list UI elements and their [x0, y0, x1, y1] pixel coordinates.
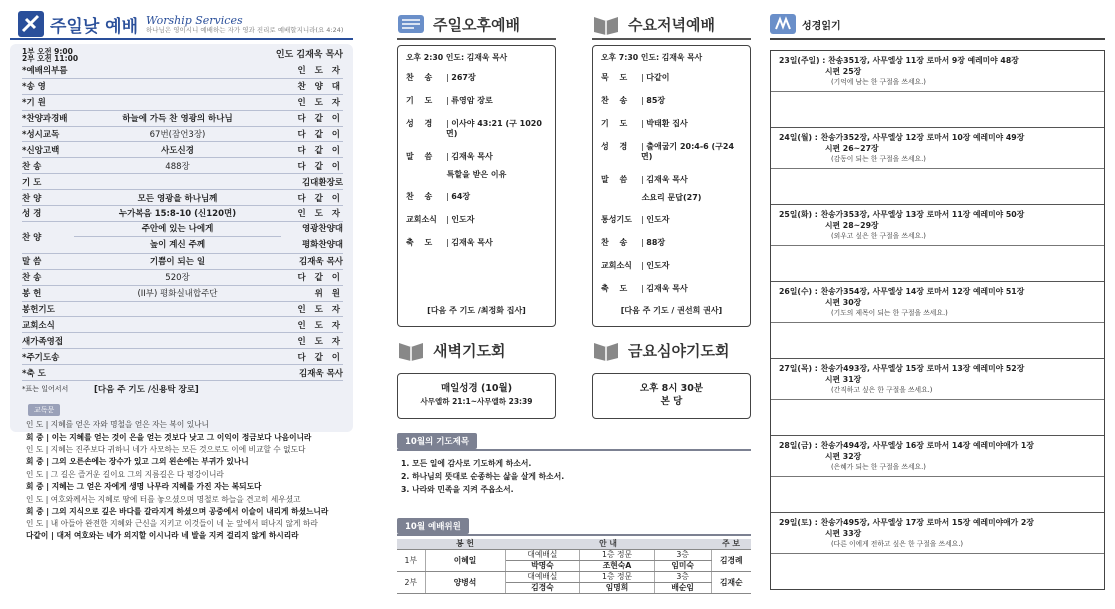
bible-line1: 27일(목) : 찬송가493장, 사무엘상 15장 로마서 13장 예레미야 52장 [779, 364, 1025, 373]
bible-day [771, 359, 1104, 436]
reading-line: 인 도 | 내 아들아 완전한 지혜와 근신을 지키고 이것들이 네 눈 앞에서 떠나지 않게 하라 [26, 519, 318, 529]
order-person: 김대환장로 [301, 177, 343, 188]
bible-line2: 시편 31장 [825, 375, 862, 384]
morning-title: 주일낮 예배 [50, 16, 139, 37]
responsive-reading [22, 419, 343, 542]
service-item: 교회소식 [406, 215, 437, 224]
service-value: 267장 [451, 73, 476, 82]
bible-note: (외우고 싶은 한 구절을 쓰세요.) [831, 232, 926, 240]
service-detail: | 인도자 [641, 261, 670, 270]
choir-song: 높이 계신 주께 [149, 240, 206, 251]
service-detail: | 64장 [446, 192, 471, 201]
service-item: 성 경 [601, 142, 632, 151]
service-item: 찬 송 [601, 238, 632, 247]
reading-line: 인 도 | 여호와께서는 지혜로 땅에 터를 놓으셨으며 명철로 하늘을 견고히 세우셨고 [26, 495, 301, 505]
service-detail: | 김재욱 목사 [641, 175, 688, 184]
bible-day-text [771, 513, 1104, 553]
servers-title-bar [397, 514, 751, 536]
service-row [601, 215, 742, 225]
order-person: 인 도 자 [297, 305, 343, 316]
reading-text: 그의 지식으로 깊은 바다를 갈라지게 하셨으며 공중에서 이슬이 내리게 하셨느니라 [51, 507, 329, 517]
servers-title: 10월 예배위원 [397, 518, 469, 534]
bible-day-text [771, 128, 1104, 168]
service-item: 묵 도 [601, 73, 632, 82]
book-icon [397, 13, 425, 35]
service-item: 찬 송 [601, 96, 632, 105]
service-detail: | 이사야 43:21 (구 1020면) [446, 119, 542, 138]
service-detail: | 김재욱 목사 [446, 238, 493, 247]
order-item: *예배의부름 [22, 66, 68, 77]
bible-header [770, 10, 1105, 40]
service-item: 기 도 [406, 96, 437, 105]
service-item: 축 도 [601, 284, 632, 293]
friday-line1: 오후 8시 30분 [639, 383, 704, 394]
bible-line1: 23일(주일) : 찬송351장, 사무엘상 11장 로마서 9장 예레미야 48장 [779, 56, 1019, 65]
cross-logo-icon [18, 11, 44, 37]
prayer-list [397, 457, 751, 496]
reading-line: 회 중 | 지혜는 그 얻은 자에게 생명 나무라 지혜를 가진 자는 복되도다 [26, 482, 262, 492]
reading-text: 내 아들아 완전한 지혜와 근신을 지키고 이것들이 네 눈 앞에서 떠나지 않게 하라 [50, 519, 318, 529]
servers-guide-name: 배순임 [654, 583, 711, 594]
reading-speaker: 다같이 [26, 531, 49, 541]
bible-day [771, 513, 1104, 589]
bible-write-space[interactable] [771, 91, 1104, 127]
service-detail: | 267장 [446, 73, 476, 82]
service-value: 인도자 [451, 215, 475, 224]
order-item: 교회소식 [22, 320, 55, 331]
servers-bulletin: 김경례 [711, 550, 751, 572]
order-person: 김재욱 목사 [298, 368, 343, 379]
reading-speaker: 인 도 [26, 495, 44, 505]
order-person: 다 같 이 [297, 193, 343, 204]
bible-line1: 25일(화) : 찬송가353장, 사무엘상 13장 로마서 11장 예레미야 50장 [779, 210, 1025, 219]
order-item: 성 경 [22, 209, 42, 220]
order-person: 인 도 자 [297, 66, 343, 77]
bible-line1: 26일(수) : 찬송가354장, 사무엘상 14장 로마서 12장 예레미야 51장 [779, 287, 1025, 296]
reading-speaker: 회 중 [26, 456, 44, 466]
reading-text: 대저 여호와는 네가 의지할 이시니라 네 발을 지켜 걸리지 않게 하시리라 [56, 531, 299, 541]
bible-day-text [771, 205, 1104, 245]
bible-note: (기억에 남는 한 구절을 쓰세요.) [831, 78, 926, 86]
order-item: 찬 송 [22, 161, 42, 172]
order-item: *성시교독 [22, 130, 60, 140]
servers-bulletin: 김재순 [711, 572, 751, 594]
bible-reading-panel [770, 10, 1105, 601]
dawn-header [397, 335, 556, 365]
order-item: 봉헌기도 [22, 305, 55, 316]
service-item: 교회소식 [601, 261, 632, 270]
bible-line1: 28일(금) : 찬송가494장, 사무엘상 16장 로마서 14장 예레미야애가 1장 [779, 441, 1034, 450]
order-row [22, 286, 343, 302]
service-value: 김재욱 목사 [646, 284, 688, 293]
order-row [22, 142, 343, 158]
reading-text: 지혜를 얻은 자와 명철을 얻은 자는 복이 있나니 [50, 419, 209, 429]
service-detail: | 인도자 [641, 215, 670, 224]
order-person: 인 도 자 [297, 98, 343, 109]
servers-header-offer: 봉 헌 [425, 539, 505, 550]
afternoon-sermon: 특할을 받은 이유 [446, 170, 507, 179]
service-value: 김재욱 목사 [451, 152, 493, 161]
reading-text: 지혜는 진주보다 귀하니 네가 사모하는 모든 것으로도 이에 비교할 수 없도다 [50, 444, 306, 454]
order-person: 다 같 이 [297, 130, 343, 140]
order-note-row [22, 381, 343, 397]
service-value: 64장 [451, 192, 471, 201]
order-item: 찬 양 [22, 193, 42, 204]
servers-offering: 이혜일 [425, 550, 505, 572]
time-second: 2부 오전 11:00 [22, 54, 79, 63]
order-content: 누가복음 15:8-10 (신120면) [118, 209, 237, 220]
reading-line: 인 도 | 지혜는 진주보다 귀하니 네가 사모하는 모든 것으로도 이에 비교할 수 없도다 [26, 444, 306, 454]
dawn-line2: 사무엘하 21:1~사무엘하 23:39 [420, 397, 533, 406]
servers-part: 2부 [397, 572, 425, 594]
service-item: 찬 송 [406, 192, 437, 201]
praying-hands-icon [770, 14, 796, 34]
reading-speaker: 회 중 [26, 432, 44, 442]
order-row [22, 79, 343, 95]
order-content: 하늘에 가득 찬 영광의 하나님 [122, 114, 233, 125]
reading-speaker: 인 도 [26, 419, 44, 429]
order-row [22, 158, 343, 174]
order-person: 위 원 [314, 289, 343, 300]
order-row [22, 174, 343, 190]
friday-header [592, 335, 751, 365]
servers-header-bulletin: 주 보 [711, 539, 751, 550]
order-row [22, 302, 343, 318]
service-item: 찬 송 [406, 73, 437, 82]
bible-write-space[interactable] [771, 476, 1104, 512]
order-person: 인 도 자 [297, 336, 343, 347]
servers-offering: 양병석 [425, 572, 505, 594]
choir-song: 주안에 있는 나에게 [74, 221, 281, 237]
afternoon-order-card [397, 45, 556, 327]
order-person: 김재욱 목사 [298, 257, 343, 268]
afternoon-time: 오후 2:30 인도: 김재욱 목사 [406, 53, 508, 62]
bible-write-space[interactable] [771, 322, 1104, 358]
order-item: 새가족영접 [22, 336, 64, 347]
afternoon-header [397, 10, 556, 40]
afternoon-next-prayer: [다음 주 기도 /최정화 집사] [427, 306, 526, 315]
servers-guide-name: 임명희 [580, 583, 655, 594]
service-row [406, 119, 547, 139]
morning-service-panel [10, 10, 353, 601]
service-item: 축 도 [406, 238, 437, 247]
bible-line2: 시편 32장 [825, 452, 862, 461]
bible-line2: 시편 26~27장 [825, 144, 879, 153]
service-row [601, 284, 742, 294]
service-leader: 인도 김재욱 목사 [275, 49, 343, 60]
reading-line: 회 중 | 그의 오른손에는 장수가 있고 그의 왼손에는 부귀가 있나니 [26, 456, 249, 466]
service-row [406, 192, 547, 202]
reading-line: 인 도 | 지혜를 얻은 자와 명철을 얻은 자는 복이 있나니 [26, 419, 209, 429]
bible-day-text [771, 436, 1104, 476]
choir-name: 영광찬양대 [301, 224, 343, 235]
bible-day [771, 51, 1104, 128]
service-value: 88장 [646, 238, 666, 247]
order-row [22, 349, 343, 365]
service-item: 말 씀 [601, 175, 632, 184]
reading-text: 여호와께서는 지혜로 땅에 터를 놓으셨으며 명철로 하늘을 견고히 세우셨고 [50, 495, 301, 505]
service-detail: | 류영암 장로 [446, 96, 493, 105]
service-detail: | 출애굽기 20:4-6 (구24면) [641, 142, 735, 161]
order-item: 기 도 [22, 177, 42, 188]
servers-guide-name: 김경숙 [505, 583, 580, 594]
service-times [22, 47, 343, 63]
service-value: 류영암 장로 [451, 96, 493, 105]
reading-speaker: 회 중 [26, 482, 44, 492]
reading-text: 지혜는 그 얻은 자에게 생명 나무라 지혜를 가진 자는 복되도다 [51, 482, 262, 492]
reading-text: 그의 오른손에는 장수가 있고 그의 왼손에는 부귀가 있나니 [51, 456, 249, 466]
order-person: 인 도 자 [297, 209, 343, 220]
bible-icon [592, 339, 620, 361]
bible-schedule [770, 50, 1105, 590]
prayer-title-bar [397, 429, 751, 451]
wednesday-sermon: 소요리 문답(27) [641, 193, 702, 202]
dawn-box [397, 373, 556, 419]
standing-note: *표는 일어서서 [22, 384, 69, 393]
bible-icon [397, 339, 425, 361]
service-detail: | 김재욱 목사 [446, 152, 493, 161]
order-item: 봉 헌 [22, 289, 42, 300]
servers-guide-name: 조현숙A [580, 561, 655, 572]
reading-speaker: 인 도 [26, 519, 44, 529]
service-row [601, 261, 742, 271]
bible-line1: 24일(월) : 찬송가352장, 사무엘상 12장 로마서 10장 예레미야 49장 [779, 133, 1025, 142]
order-person: 다 같 이 [297, 352, 343, 363]
service-value: 이사야 43:21 (구 1020면) [446, 119, 542, 138]
prayer-item: 2. 하나님의 뜻대로 순종하는 삶을 살게 하소서. [401, 472, 565, 481]
friday-box [592, 373, 751, 419]
wednesday-order-card [592, 45, 751, 327]
servers-guide-name: 임미숙 [654, 561, 711, 572]
wednesday-time: 오후 7:30 인도: 김재욱 목사 [601, 53, 703, 62]
servers-header-part [397, 539, 425, 550]
wednesday-title: 수요저녁예배 [628, 15, 715, 34]
bible-write-space[interactable] [771, 245, 1104, 281]
bible-day-text [771, 51, 1104, 91]
bible-day-text [771, 359, 1104, 399]
choir-name: 평화찬양대 [301, 240, 343, 251]
order-content: 520장 [165, 273, 190, 284]
wednesday-header [592, 10, 751, 40]
order-person: 다 같 이 [297, 114, 343, 125]
order-item: *기 원 [22, 98, 46, 109]
next-prayer: [다음 주 기도 /신용탁 장로] [94, 384, 199, 395]
morning-order-box [10, 44, 353, 541]
service-row [601, 119, 742, 129]
service-value: 박태환 집사 [646, 119, 688, 128]
bible-note: (기도의 제목이 되는 한 구절을 쓰세요.) [831, 309, 948, 317]
bible-day-text [771, 282, 1104, 322]
service-item: 말 씀 [406, 152, 437, 161]
reading-speaker: 회 중 [26, 507, 44, 517]
service-value: 인도자 [646, 215, 670, 224]
service-detail: | 88장 [641, 238, 666, 247]
bible-write-space[interactable] [771, 399, 1104, 435]
morning-verse: 하나님은 영이시니 예배하는 자가 영과 진리로 예배할지니라(요 4:24) [146, 25, 344, 34]
service-row [406, 152, 547, 162]
order-content: 67번(잠언3장) [149, 130, 206, 140]
bible-note: (다른 이에게 전하고 싶은 한 구절을 쓰세요.) [831, 540, 964, 548]
prayer-title: 10월의 기도제목 [397, 433, 477, 449]
reading-text: 그 길은 즐거운 길이요 그의 지름길은 다 평강이니라 [50, 469, 224, 479]
order-item: 말 씀 [22, 257, 42, 268]
morning-header [10, 10, 353, 40]
order-person: 다 같 이 [297, 145, 343, 156]
bible-icon [592, 13, 620, 35]
choir-row [22, 222, 343, 254]
service-value: 다같이 [646, 73, 670, 82]
service-detail: | 다같이 [641, 73, 670, 82]
bible-day [771, 205, 1104, 282]
prayer-item: 3. 나라와 민족을 지켜 주옵소서. [401, 485, 514, 494]
bible-line2: 시편 28~29장 [825, 221, 879, 230]
dawn-title: 새벽기도회 [433, 341, 506, 360]
servers-guide-place: 1층 정문 [580, 550, 655, 561]
service-detail: | 김재욱 목사 [641, 284, 688, 293]
service-item: 통성기도 [601, 215, 632, 224]
service-value: 김재욱 목사 [646, 175, 688, 184]
reading-speaker: 인 도 [26, 444, 44, 454]
bible-note: (감동이 되는 한 구절을 쓰세요.) [831, 155, 926, 163]
order-content: 사도신경 [161, 145, 194, 156]
bible-write-space[interactable] [771, 168, 1104, 204]
servers-guide-place: 대예배실 [505, 572, 580, 583]
order-row [22, 206, 343, 222]
order-item: 찬 양 [22, 233, 42, 244]
bible-note: (은혜가 되는 한 구절을 쓰세요.) [831, 463, 926, 471]
service-row [601, 238, 742, 248]
service-row [601, 96, 742, 106]
reading-tag: 교독문 [28, 404, 60, 416]
order-row [22, 317, 343, 333]
friday-title: 금요심야기도회 [628, 341, 730, 360]
reading-speaker: 인 도 [26, 469, 44, 479]
reading-line: 인 도 | 그 길은 즐거운 길이요 그의 지름길은 다 평강이니라 [26, 469, 224, 479]
servers-table [397, 539, 751, 594]
bible-day [771, 282, 1104, 359]
service-row [406, 238, 547, 248]
order-item: *찬양과경배 [22, 114, 68, 125]
dawn-line1: 매일성경 (10월) [440, 383, 513, 394]
order-content: 기쁨이 되는 일 [149, 257, 206, 268]
order-person: 인 도 자 [297, 320, 343, 331]
bible-line2: 시편 25장 [825, 67, 862, 76]
bible-line2: 시편 33장 [825, 529, 862, 538]
bible-line1: 29일(토) : 찬송가495장, 사무엘상 17장 로마서 15장 예레미야애가 2장 [779, 518, 1034, 527]
prayer-item: 1. 모든 일에 감사로 기도하게 하소서. [401, 459, 532, 468]
order-content: (II부) 평화실내합주단 [137, 289, 218, 300]
reading-text: 이는 지혜를 얻는 것이 은을 얻는 것보다 낫고 그 이익이 정금보다 나음이니라 [51, 432, 312, 442]
servers-guide-place: 3층 [654, 572, 711, 583]
service-value: 김재욱 목사 [451, 238, 493, 247]
servers-part: 1부 [397, 550, 425, 572]
service-row [601, 73, 742, 83]
order-row [22, 111, 343, 127]
afternoon-title: 주일오후예배 [433, 15, 520, 34]
order-content: 488장 [165, 161, 190, 172]
bible-title: 성경읽기 [802, 20, 841, 32]
service-value: 출애굽기 20:4-6 (구24면) [641, 142, 735, 161]
order-person: 다 같 이 [297, 161, 343, 172]
service-value: 인도자 [646, 261, 670, 270]
servers-header-guide: 안 내 [505, 539, 711, 550]
service-row [601, 175, 742, 185]
order-row [22, 254, 343, 270]
wednesday-next-prayer: [다음 주 기도 / 권선희 권사] [620, 306, 723, 315]
morning-title-en: Worship Services [146, 13, 243, 27]
order-person: 다 같 이 [297, 273, 343, 284]
order-row [22, 333, 343, 349]
order-item: *송 영 [22, 82, 46, 93]
service-detail: | 인도자 [446, 215, 475, 224]
bible-day [771, 436, 1104, 513]
order-row [22, 190, 343, 206]
reading-line: 다같이 | 대저 여호와는 네가 의지할 이시니라 네 발을 지켜 걸리지 않게 하시리라 [26, 531, 299, 541]
reading-line: 회 중 | 이는 지혜를 얻는 것이 은을 얻는 것보다 낫고 그 이익이 정금보다 나음이니라 [26, 432, 312, 442]
time-first: 1부 오전 9:00 [22, 46, 73, 56]
servers-guide-name: 박명숙 [505, 561, 580, 572]
order-item: *신앙고백 [22, 145, 60, 156]
order-item: *축 도 [22, 368, 46, 379]
service-row [406, 73, 547, 83]
bible-write-space[interactable] [771, 553, 1104, 589]
bible-note: (간직하고 싶은 한 구절을 쓰세요.) [831, 386, 933, 394]
order-person: 찬 양 대 [297, 82, 343, 93]
evening-services-panel [397, 10, 751, 601]
bible-line2: 시편 30장 [825, 298, 862, 307]
bible-day [771, 128, 1104, 205]
service-item: 기 도 [601, 119, 632, 128]
order-content: 모든 영광을 하나님께 [137, 193, 218, 204]
service-detail: | 박태환 집사 [641, 119, 688, 128]
service-item: 성 경 [406, 119, 437, 128]
servers-guide-place: 1층 정문 [580, 572, 655, 583]
servers-guide-place: 3층 [654, 550, 711, 561]
order-row [22, 365, 343, 381]
order-row [22, 127, 343, 143]
service-row [601, 142, 742, 162]
service-row [406, 215, 547, 225]
servers-guide-place: 대예배실 [505, 550, 580, 561]
service-detail: | 85장 [641, 96, 666, 105]
service-row [406, 96, 547, 106]
order-row [22, 63, 343, 79]
order-row [22, 270, 343, 286]
order-item: 찬 송 [22, 273, 42, 284]
order-item: *주기도송 [22, 352, 60, 363]
reading-line: 회 중 | 그의 지식으로 깊은 바다를 갈라지게 하셨으며 공중에서 이슬이 내리게 하셨느니라 [26, 507, 329, 517]
friday-line2: 본 당 [660, 396, 683, 407]
order-row [22, 95, 343, 111]
service-value: 85장 [646, 96, 666, 105]
